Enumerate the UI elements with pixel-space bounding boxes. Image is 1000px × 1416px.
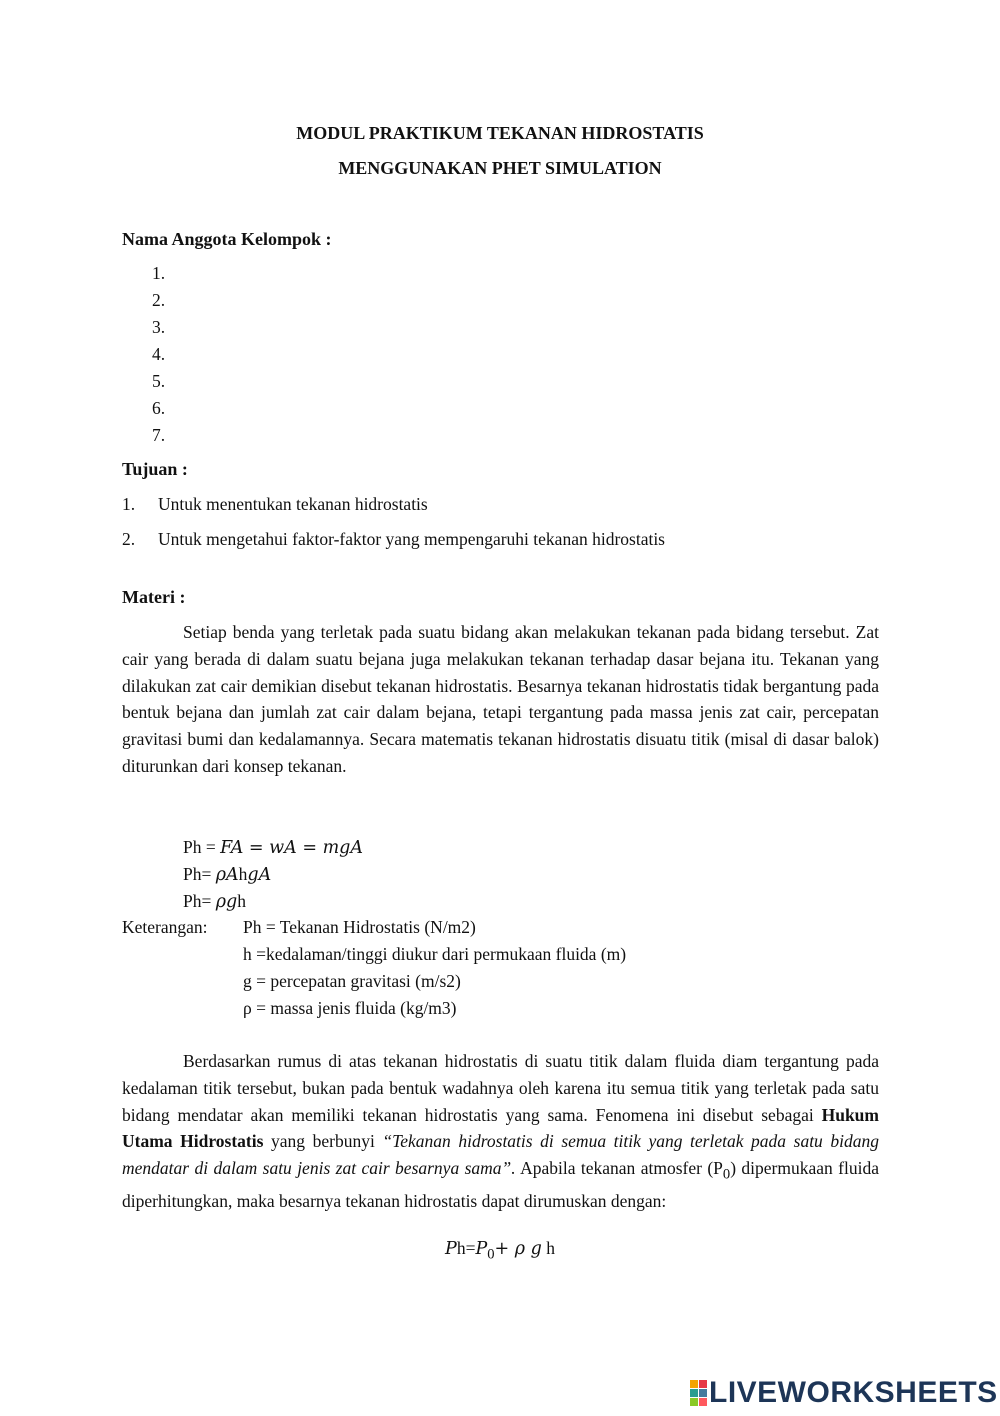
member-1: 1. — [152, 263, 166, 283]
goal-item — [122, 529, 665, 550]
formula-2 — [183, 863, 271, 886]
member-2: 2. — [152, 290, 166, 310]
goal-number: 2. — [122, 529, 136, 549]
final-formula-p0-sub: 0 — [487, 1246, 495, 1263]
member-4: 4. — [152, 344, 166, 364]
paragraph-2-part1: Berdasarkan rumus di atas tekanan hidrostatis di suatu titik dalam fluida diam tergantung pada kedalaman titik tersebut, bukan pada bentuk wadahnya oleh karena itu semua titik yang terletak pada satu bidang mendatar akan memiliki tekanan hidrostatis yang sama. Fenomena ini disebut sebagai — [122, 1051, 879, 1125]
member-5: 5. — [152, 371, 166, 391]
goals-heading: Tujuan : — [122, 459, 188, 479]
materi-paragraph-1 — [122, 619, 879, 780]
formula-2-math-a: ρA — [215, 865, 239, 885]
materi-heading: Materi : — [122, 587, 186, 607]
goal-number: 1. — [122, 494, 136, 514]
hukum-utama-term: Hukum Utama Hidrostatis — [122, 1104, 879, 1152]
formula-3-suffix: h — [237, 891, 246, 911]
keterangan-label: Keterangan: — [122, 917, 208, 937]
final-formula-h: h — [541, 1238, 555, 1258]
formula-1 — [183, 836, 363, 859]
goal-item — [122, 494, 428, 515]
members-list — [152, 262, 165, 451]
paragraph-2-part4: ) dipermukaan fluida diperhitungkan, maka besarnya tekanan hidrostatis dapat dirumuskan dengan: — [122, 1158, 879, 1212]
final-formula-p0: P — [475, 1239, 488, 1259]
liveworksheets-logo-icon — [690, 1380, 706, 1406]
goal-text: Untuk mengetahui faktor-faktor yang mempengaruhi tekanan hidrostatis — [158, 529, 665, 549]
p0-subscript: 0 — [722, 1166, 731, 1183]
member-7: 7. — [152, 425, 166, 445]
formula-1-math: FA = wA = mgA — [220, 838, 363, 858]
formula-2-prefix: Ph= — [183, 864, 216, 884]
members-heading: Nama Anggota Kelompok : — [122, 229, 332, 249]
final-formula-rest: + ρ g — [494, 1239, 542, 1259]
keterangan-line-2: h =kedalaman/tinggi diukur dari permukaan fluida (m) — [243, 944, 627, 964]
formula-1-prefix: Ph = — [183, 837, 221, 857]
formula-2-math-b: gA — [247, 865, 272, 885]
title-line-2: MENGGUNAKAN PHET SIMULATION — [338, 158, 662, 178]
paragraph-2-part2: yang berbunyi — [263, 1131, 383, 1152]
formula-3-prefix: Ph= — [183, 891, 216, 911]
keterangan-line-4: ρ = massa jenis fluida (kg/m3) — [243, 998, 457, 1018]
formula-3-math: ρg — [215, 892, 238, 912]
materi-paragraph-2 — [122, 1048, 879, 1215]
final-formula-heq: h= — [456, 1238, 476, 1258]
member-6: 6. — [152, 398, 166, 418]
liveworksheets-logo-text: LIVEWORKSHEETS — [709, 1376, 998, 1409]
keterangan-line-1: Ph = Tekanan Hidrostatis (N/m2) — [243, 917, 476, 937]
formula-3 — [183, 890, 246, 913]
liveworksheets-logo[interactable] — [690, 1376, 998, 1410]
paragraph-1-text: Setiap benda yang terletak pada suatu bidang akan melakukan tekanan pada bidang tersebut. Zat cair yang berada di dalam suatu bejana juga melakukan tekanan terhadap dasar bejana itu. Tekanan yang dilakukan zat cair demikian disebut tekanan hidrostatis. Besarnya tekanan hidrostatis tidak bergantung pada bentuk bejana dan jumlah zat cair dalam bejana, tetapi tergantung pada massa jenis zat cair, percepatan gravitasi bumi dan kedalamannya. Secara matematis tekanan hidrostatis disuatu titik (misal di dasar balok) diturunkan dari konsep tekanan. — [122, 622, 879, 776]
formula-2-plain: h — [238, 864, 248, 884]
goal-text: Untuk menentukan tekanan hidrostatis — [158, 494, 428, 514]
final-formula — [0, 1238, 1000, 1264]
member-3: 3. — [152, 317, 166, 337]
title-line-1: MODUL PRAKTIKUM TEKANAN HIDROSTATIS — [296, 123, 704, 143]
final-formula-p: P — [445, 1239, 457, 1259]
keterangan-line-3: g = percepatan gravitasi (m/s2) — [243, 971, 461, 991]
hukum-quote: “Tekanan hidrostatis di semua titik yang terletak pada satu bidang mendatar di dalam satu jenis zat cair besarnya sama”. — [122, 1131, 879, 1179]
paragraph-2-part3: Apabila tekanan atmosfer (P — [515, 1158, 723, 1179]
